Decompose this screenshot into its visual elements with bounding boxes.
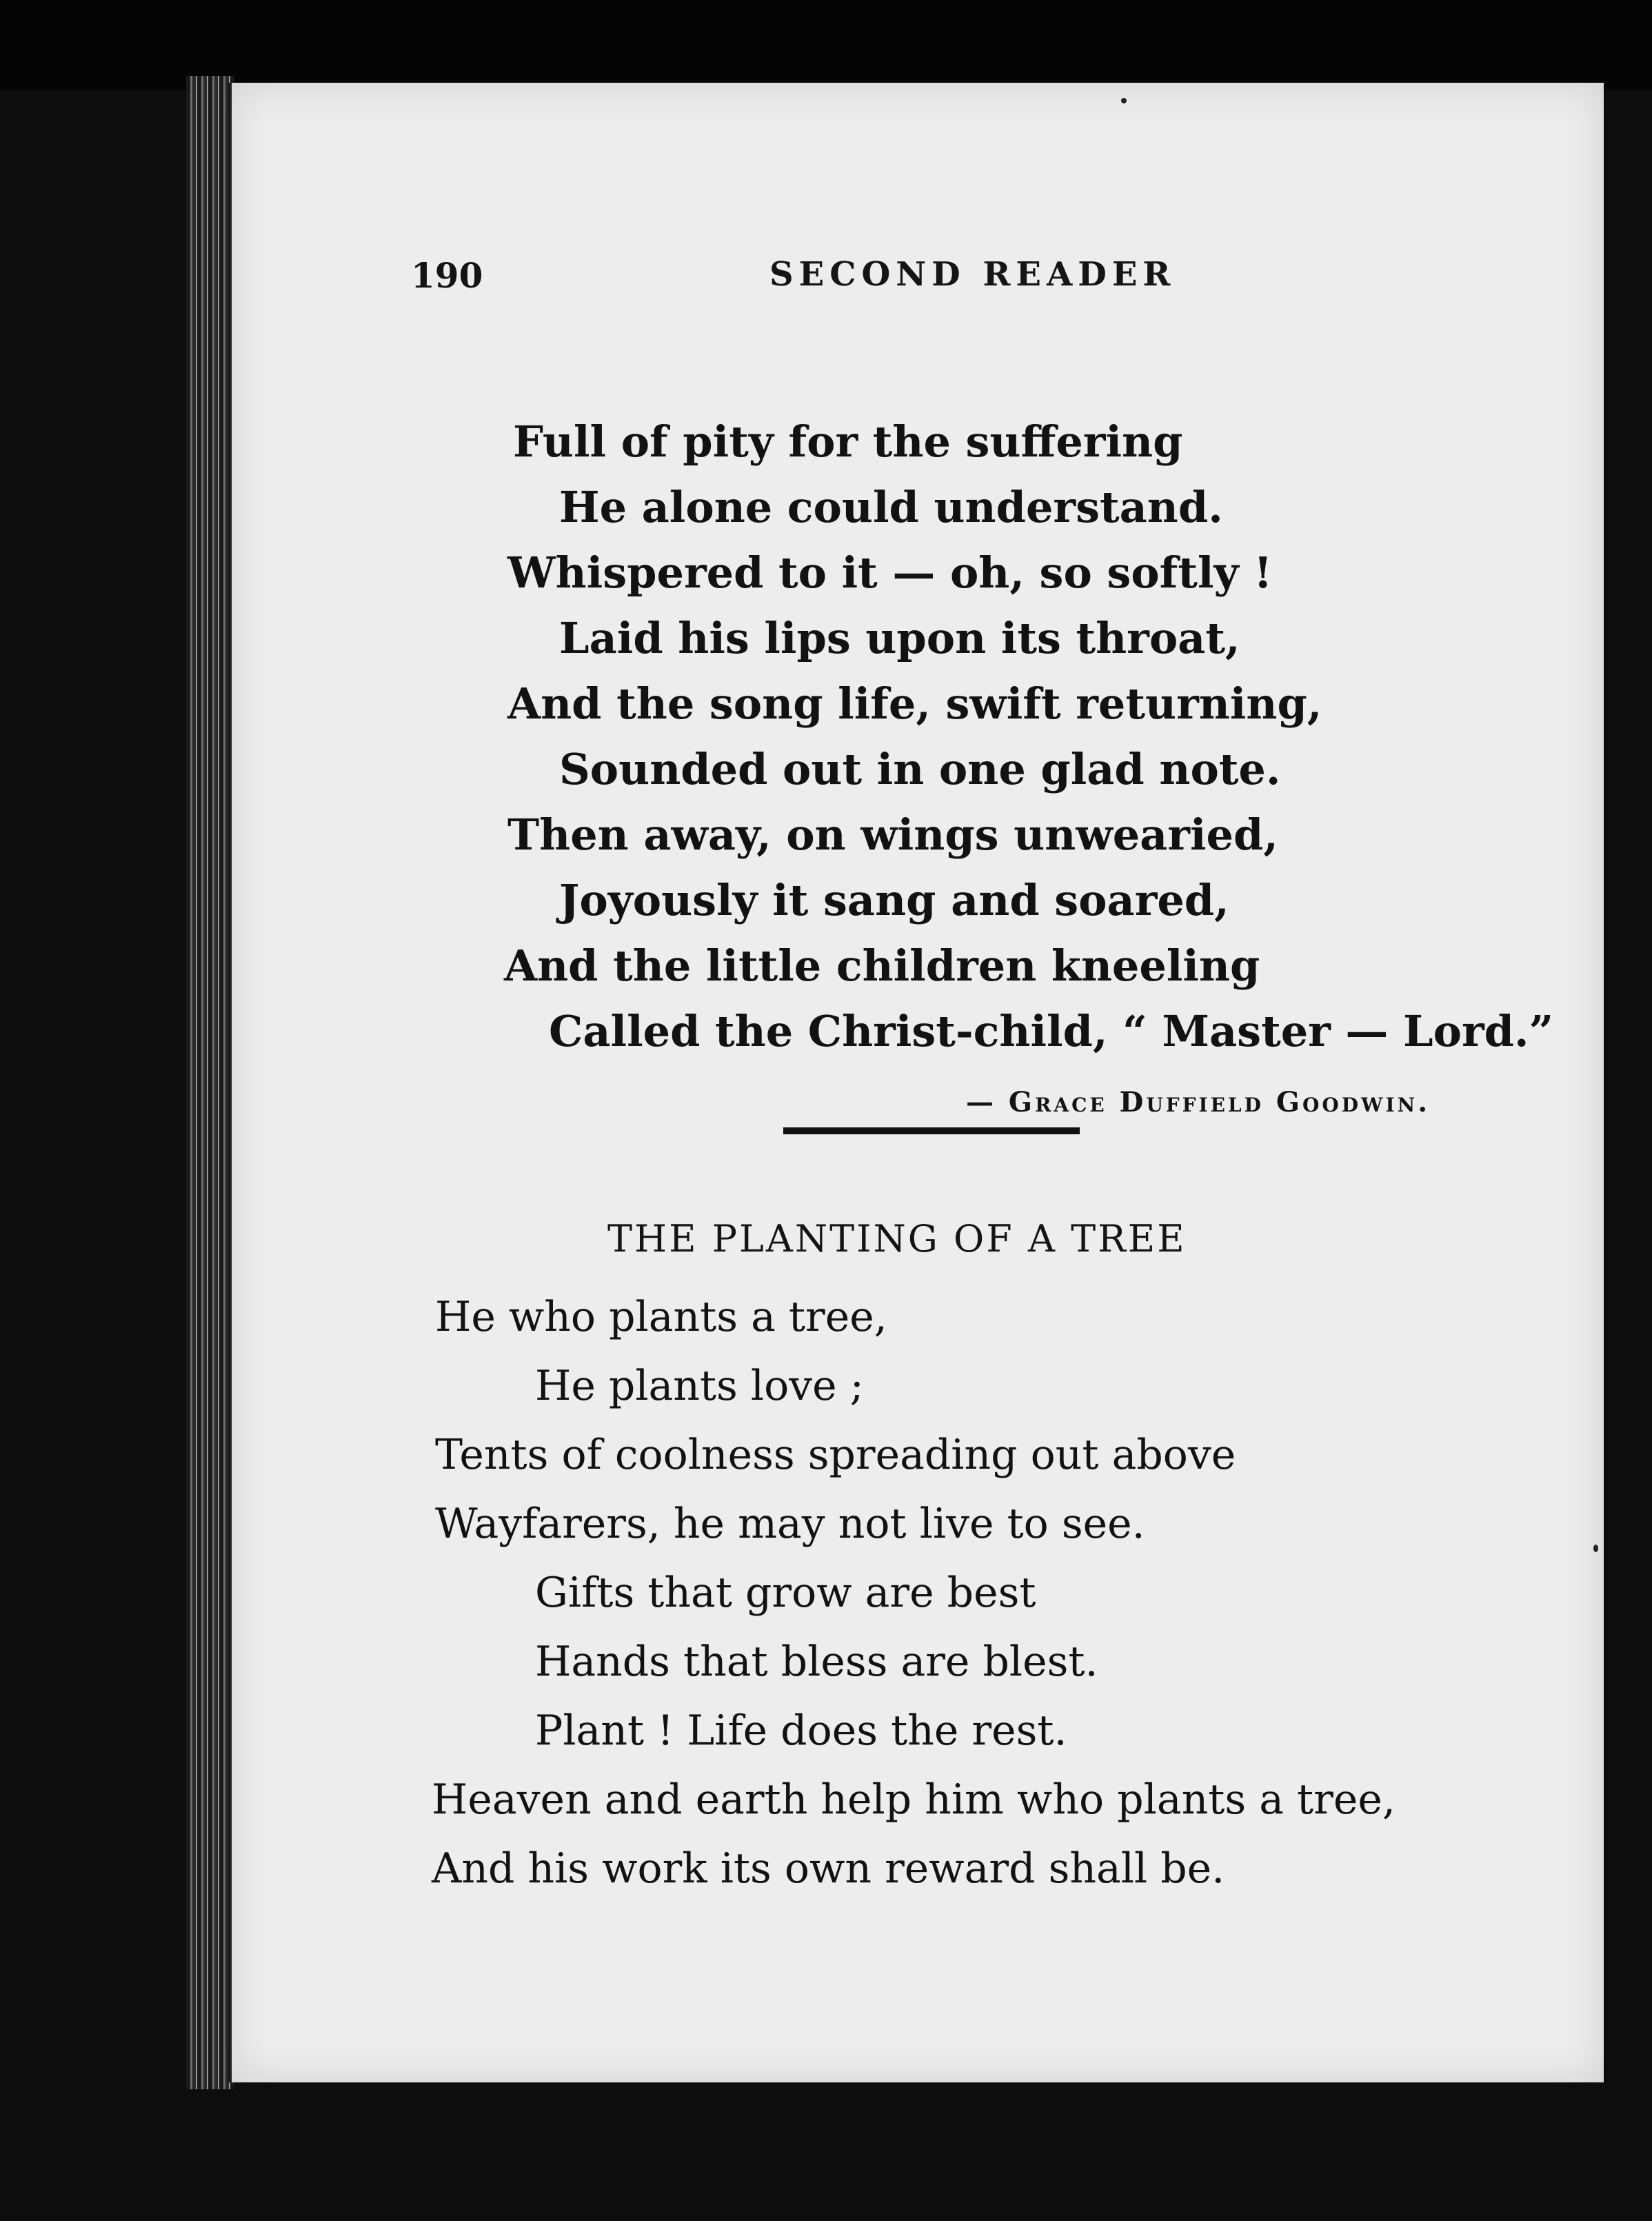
poem-line: He who plants a tree,	[435, 1293, 887, 1341]
scan-speck	[1121, 98, 1127, 103]
poem-line: Hands that bless are blest.	[535, 1638, 1098, 1686]
page-header	[411, 255, 1390, 310]
poem-line: Gifts that grow are best	[535, 1569, 1036, 1617]
poem-line: And the little children kneeling	[504, 941, 1260, 991]
poem-line: He plants love ;	[535, 1362, 864, 1410]
poem-line: Called the Christ-child, “ Master — Lord.”	[549, 1006, 1554, 1056]
poem-line: Then away, on wings unwearied,	[507, 810, 1278, 860]
poem-line: Plant ! Life does the rest.	[535, 1707, 1067, 1755]
scan-speck	[1593, 1545, 1598, 1552]
section-divider	[783, 1127, 1080, 1134]
page-number: 190	[411, 255, 483, 296]
poem-line: Joyously it sang and soared,	[559, 875, 1229, 925]
scan-top-band	[0, 0, 1652, 90]
poem-line: And his work its own reward shall be.	[432, 1845, 1225, 1893]
poem-line: And the song life, swift returning,	[507, 679, 1322, 729]
poem-line: Wayfarers, he may not live to see.	[435, 1500, 1145, 1548]
running-head: SECOND READER	[769, 255, 1176, 294]
poem-line: Whispered to it — oh, so softly !	[507, 547, 1273, 598]
poem-line: Full of pity for the suffering	[513, 416, 1183, 467]
book-page	[228, 83, 1604, 2082]
poem-attribution: — Grace Duffield Goodwin.	[966, 1086, 1431, 1118]
poem-title: THE PLANTING OF A TREE	[607, 1217, 1187, 1260]
poem-line: Heaven and earth help him who plants a tree,	[432, 1776, 1396, 1824]
poem-line: He alone could understand.	[559, 482, 1223, 532]
poem-line: Tents of coolness spreading out above	[435, 1431, 1236, 1479]
poem-line: Laid his lips upon its throat,	[559, 613, 1240, 663]
poem-line: Sounded out in one glad note.	[559, 744, 1281, 794]
